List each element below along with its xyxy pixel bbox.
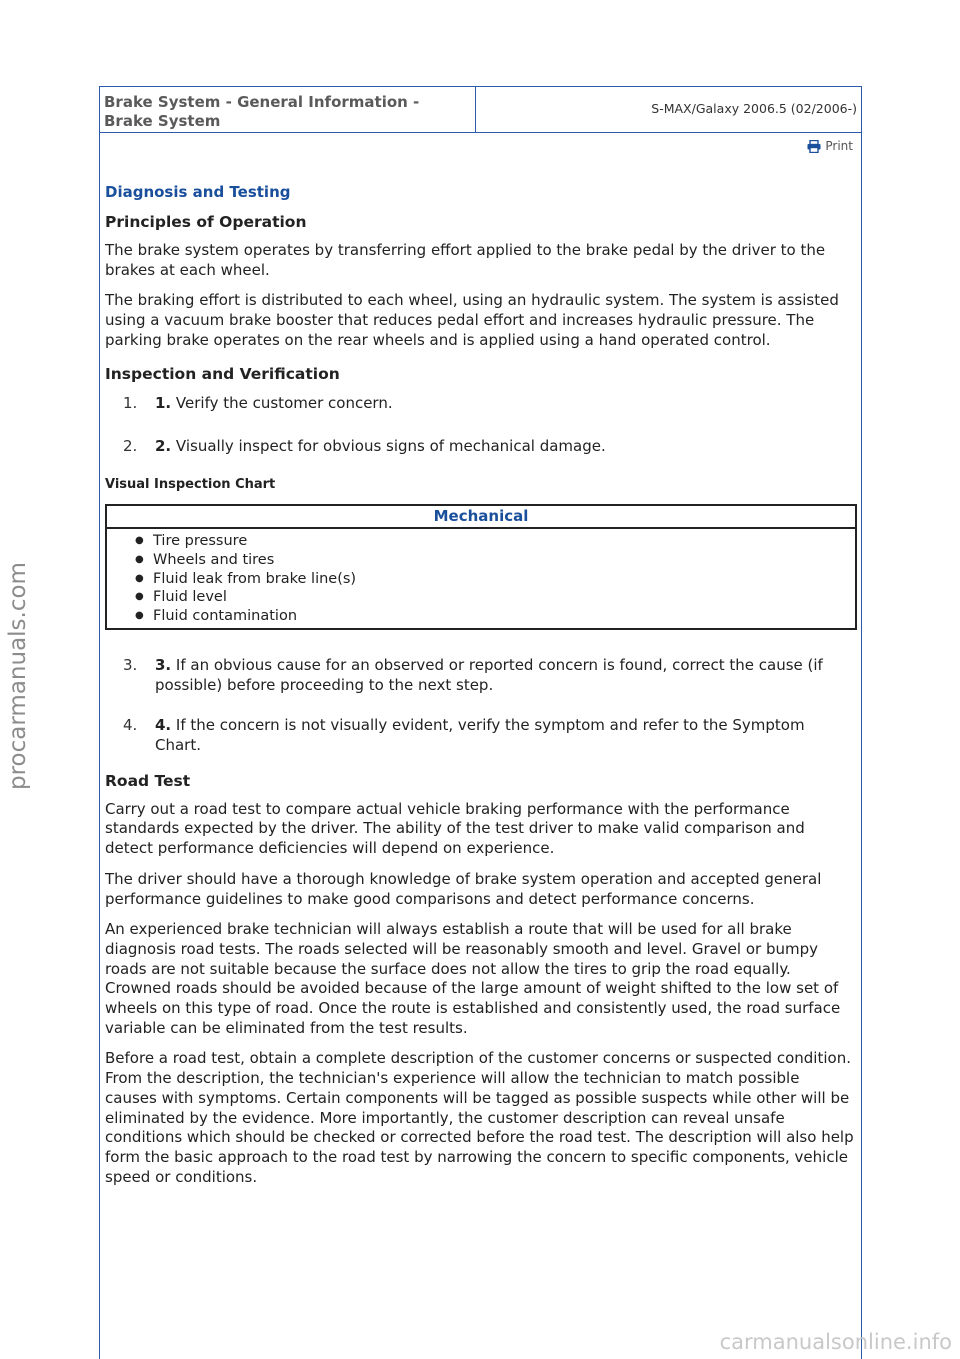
print-button[interactable] xyxy=(807,139,853,153)
step-number: 3. xyxy=(123,655,138,674)
step-number: 2. xyxy=(123,437,138,456)
printer-icon xyxy=(807,140,821,153)
step-item xyxy=(105,716,855,755)
step-number: 4. xyxy=(123,716,138,735)
document-header xyxy=(100,87,861,133)
road-test-paragraph-2: The driver should have a thorough knowledge of brake system operation and accepted general performance guidelines to make good comparisons and detect performance concerns. xyxy=(105,869,822,908)
inspection-steps-a xyxy=(105,394,855,457)
document-content xyxy=(105,183,855,1198)
header-title-line1: Brake System - General Information - xyxy=(104,93,420,111)
step-text: Verify the customer concern. xyxy=(171,393,393,412)
chart-items xyxy=(107,529,855,628)
road-test-paragraph-1: Carry out a road test to compare actual vehicle braking performance with the performance standards expected by the driver. The ability of the test driver to make valid comparison and detect performance deficiencies will depend on experience. xyxy=(105,799,805,858)
header-title-line2: Brake System xyxy=(104,112,221,130)
step-item xyxy=(105,437,855,457)
chart-item: ● Fluid level xyxy=(135,588,855,607)
chart-item: ● Wheels and tires xyxy=(135,551,855,570)
principles-paragraph-1: The brake system operates by transferring effort applied to the brake pedal by the driver to the brakes at each wheel. xyxy=(105,241,826,279)
step-text: Visually inspect for obvious signs of mechanical damage. xyxy=(171,437,606,456)
step-item xyxy=(105,394,855,414)
print-label: Print xyxy=(825,139,853,153)
header-title xyxy=(100,87,476,132)
side-watermark: procarmanuals.com xyxy=(5,562,31,790)
road-test-paragraph-3: An experienced brake technician will always establish a route that will be used for all brake diagnosis road tests. The roads selected will be reasonably smooth and level. Gravel or bumpy roads are not suitable because the surface does not allow the tires to grip the road equally. Crowned roads should be avoided because of the large amount of weight shifted to the low set of wheels on this type of road. Once the route is established and consistently used, the road surface variable can be eliminated from the test results. xyxy=(105,920,841,1037)
inspection-steps-b xyxy=(105,656,855,756)
step-text: If an obvious cause for an observed or reported concern is found, correct the cause (if possible) before proceeding to the next step. xyxy=(155,655,823,694)
principles-heading: Principles of Operation xyxy=(105,213,307,231)
document-frame xyxy=(99,86,862,1359)
step-item xyxy=(105,656,855,695)
step-text: If the concern is not visually evident, verify the symptom and refer to the Symptom Chart. xyxy=(155,716,805,755)
step-bold-number: 3. xyxy=(155,655,172,674)
footer-watermark: carmanualsonline.info xyxy=(719,1330,952,1354)
chart-title: Visual Inspection Chart xyxy=(105,476,276,492)
step-bold-number: 2. xyxy=(155,437,172,456)
inspection-heading: Inspection and Verification xyxy=(105,364,340,383)
chart-column-header: Mechanical xyxy=(107,506,855,529)
chart-item: ● Fluid contamination xyxy=(135,607,855,626)
visual-inspection-chart xyxy=(105,504,857,630)
chart-item: ● Tire pressure xyxy=(135,532,855,551)
step-bold-number: 4. xyxy=(155,716,172,735)
principles-paragraph-2: The braking effort is distributed to each wheel, using an hydraulic system. The system is assisted using a vacuum brake booster that reduces pedal effort and increases hydraulic pressure. The parking brake operates on the rear wheels and is applied using a hand operated control. xyxy=(105,291,839,349)
section-title: Diagnosis and Testing xyxy=(105,183,291,201)
road-test-paragraph-4: Before a road test, obtain a complete description of the customer concerns or suspected condition. From the description, the technician's experience will allow the technician to match possible causes with symptoms. Certain components will be tagged as possible suspects while other will be eliminated by the evidence. More importantly, the customer description can reveal unsafe conditions which should be checked or corrected before the road test. The description will also help form the basic approach to the road test by narrowing the concern to specific components, vehicle speed or conditions. xyxy=(105,1049,854,1186)
chart-item: ● Fluid leak from brake line(s) xyxy=(135,570,855,589)
road-test-heading: Road Test xyxy=(105,771,191,790)
step-number: 1. xyxy=(123,393,138,412)
step-bold-number: 1. xyxy=(155,393,172,412)
header-model: S-MAX/Galaxy 2006.5 (02/2006-) xyxy=(651,101,857,116)
